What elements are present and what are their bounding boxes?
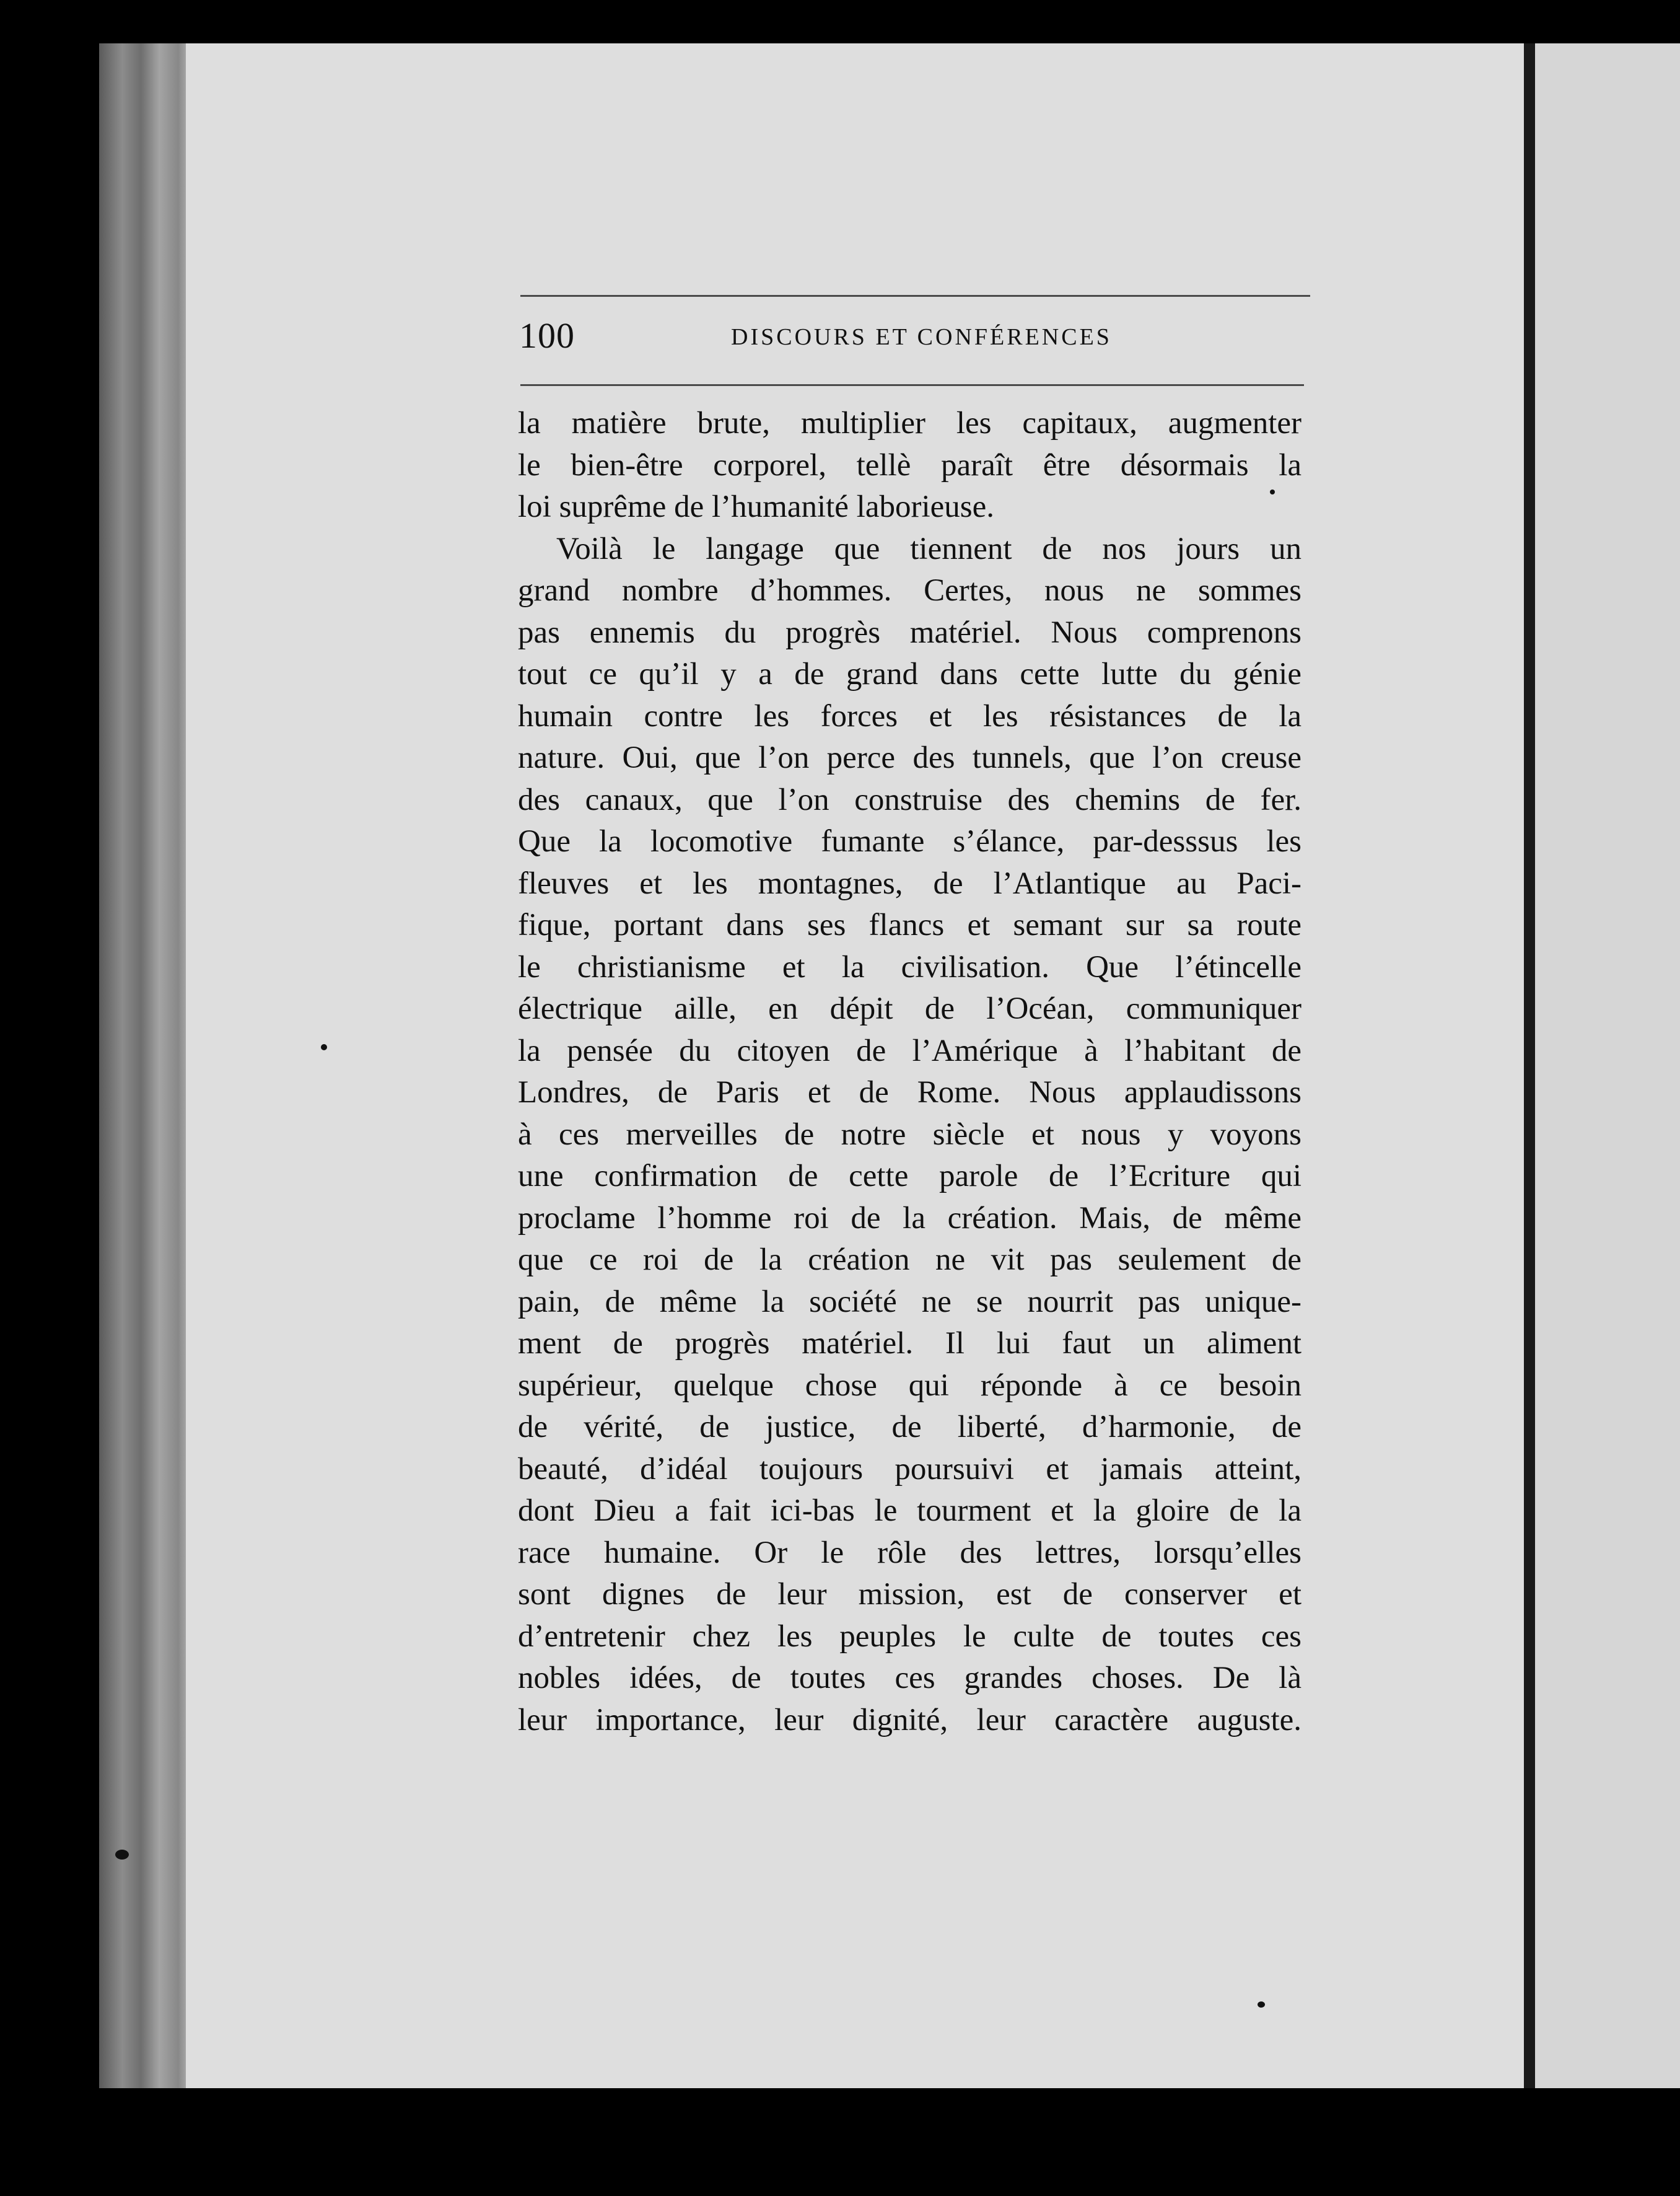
text-line: pain, de même la société ne se nourrit pas unique- [518, 1284, 1302, 1319]
header-rule-top [520, 295, 1310, 297]
scan-speck [115, 1850, 129, 1860]
text-line: la matière brute, multiplier les capitaux, augmenter [518, 406, 1302, 441]
text-line: grand nombre d’hommes. Certes, nous ne sommes [518, 573, 1302, 608]
text-line: à ces merveilles de notre siècle et nous y voyons [518, 1117, 1302, 1152]
text-line: électrique aille, en dépit de l’Océan, communiquer [518, 991, 1302, 1026]
text-line: leur importance, leur dignité, leur caractère auguste. [518, 1702, 1302, 1737]
scan-speck [1258, 2001, 1265, 2008]
text-line: beauté, d’idéal toujours poursuivi et jamais atteint, [518, 1451, 1302, 1487]
text-line: de vérité, de justice, de liberté, d’harmonie, de [518, 1410, 1302, 1444]
facing-page-edge [1535, 43, 1680, 2088]
paragraph-first-line: Voilà le langage que tiennent de nos jours un [556, 531, 1302, 566]
text-line: la pensée du citoyen de l’Amérique à l’habitant de [518, 1033, 1302, 1068]
scan-speck [321, 1044, 327, 1050]
text-line: dont Dieu a fait ici-bas le tourment et la gloire de la [518, 1493, 1302, 1528]
text-line: ment de progrès matériel. Il lui faut un aliment [518, 1326, 1302, 1361]
text-line: d’entretenir chez les peuples le culte de toutes ces [518, 1618, 1302, 1654]
text-line: que ce roi de la création ne vit pas seulement de [518, 1242, 1302, 1277]
text-line: nobles idées, de toutes ces grandes choses. De là [518, 1661, 1302, 1695]
text-line: race humaine. Or le rôle des lettres, lorsqu’elles [518, 1535, 1302, 1570]
text-line: sont dignes de leur mission, est de conserver et [518, 1577, 1302, 1612]
text-line: le christianisme et la civilisation. Que l’étincelle [518, 949, 1302, 985]
header-rule-bottom [520, 384, 1304, 386]
text-line: le bien-être corporel, tellè paraît être désormais la [518, 447, 1302, 483]
text-line: des canaux, que l’on construise des chemins de fer. [518, 782, 1302, 817]
page-number: 100 [519, 315, 575, 356]
body-text [518, 403, 1302, 1741]
text-line: supérieur, quelque chose qui réponde à ce besoin [518, 1368, 1302, 1403]
text-line: Londres, de Paris et de Rome. Nous applaudissons [518, 1075, 1302, 1110]
text-line: une confirmation de cette parole de l’Ecriture qui [518, 1159, 1302, 1193]
text-line: Que la locomotive fumante s’élance, par-desssus les [518, 824, 1302, 859]
text-line: fique, portant dans ses flancs et semant sur sa route [518, 908, 1302, 942]
text-line: proclame l’homme roi de la création. Mais, de même [518, 1200, 1302, 1236]
text-line: pas ennemis du progrès matériel. Nous comprenons [518, 615, 1302, 650]
text-line: fleuves et les montagnes, de l’Atlantique au Paci- [518, 866, 1302, 901]
scan-speck [1270, 490, 1275, 494]
text-line: loi suprême de l’humanité laborieuse. [518, 490, 995, 524]
gutter-shadow [1524, 43, 1535, 2088]
page-stack-edge [99, 43, 192, 2088]
text-line: nature. Oui, que l’on perce des tunnels, que l’on creuse [518, 740, 1302, 775]
text-line: humain contre les forces et les résistances de la [518, 698, 1302, 734]
running-title: DISCOURS ET CONFÉRENCES [731, 324, 1112, 350]
text-line: tout ce qu’il y a de grand dans cette lutte du génie [518, 657, 1302, 692]
